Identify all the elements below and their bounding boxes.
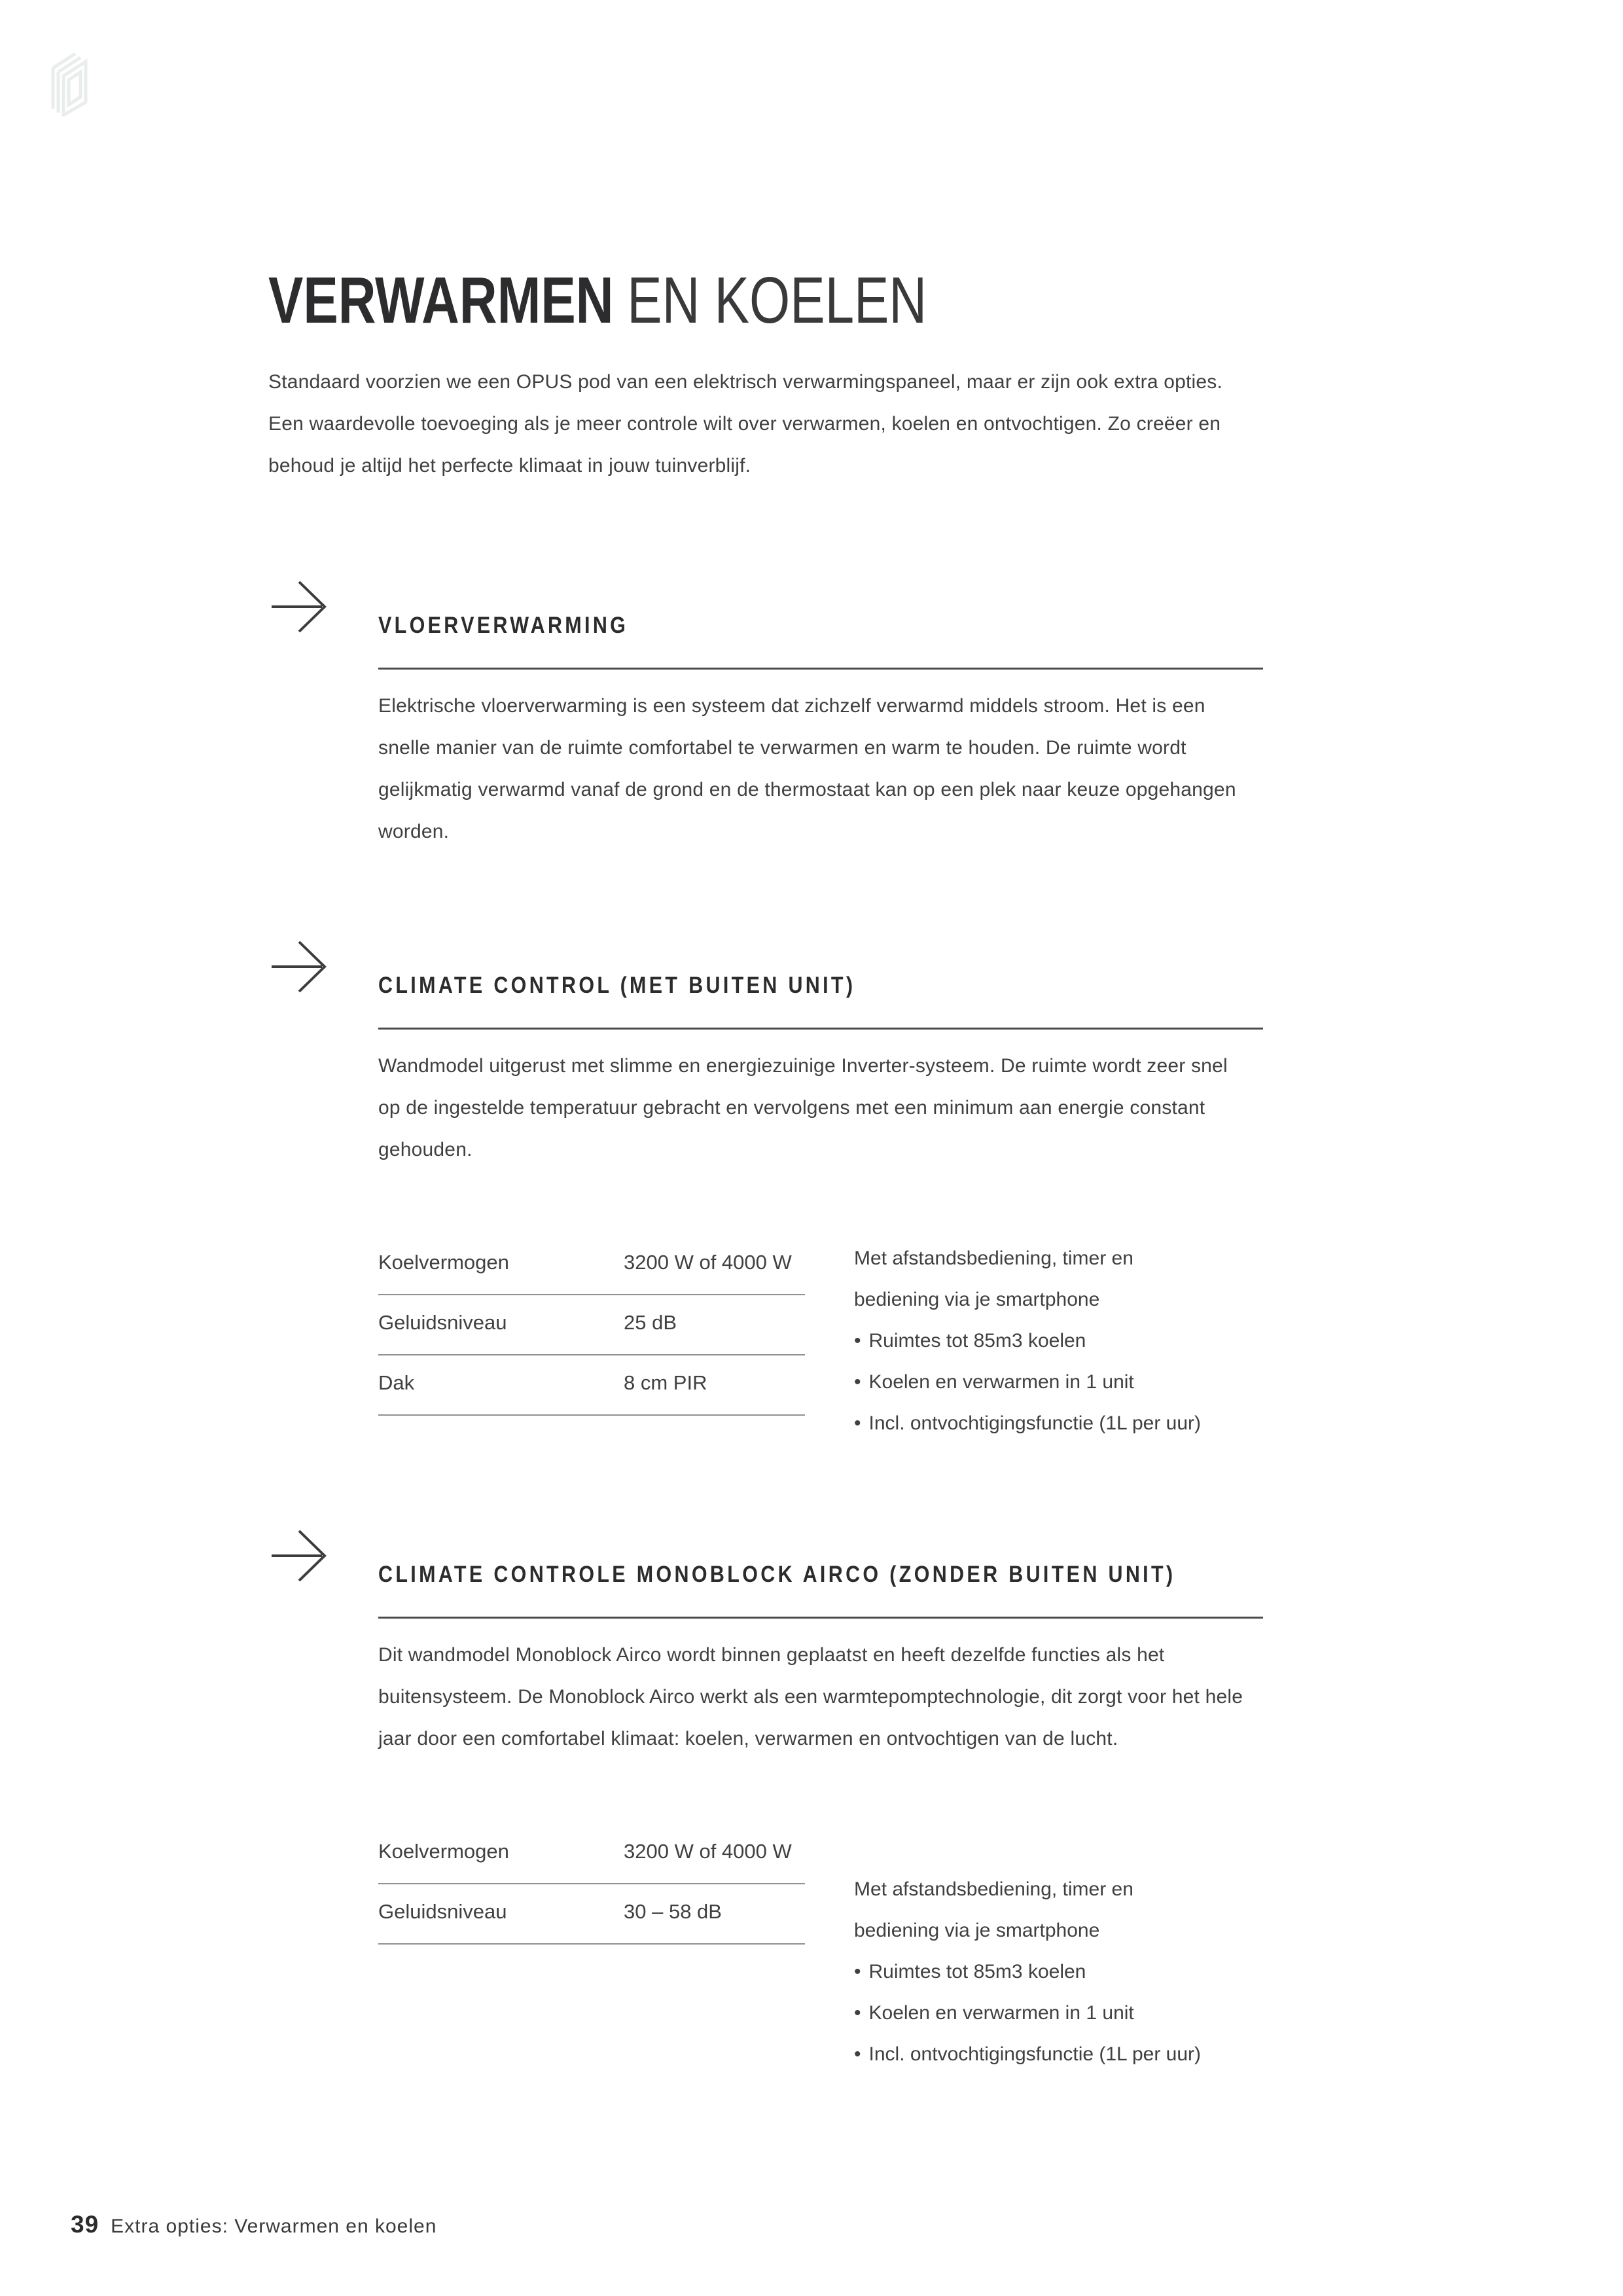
section-body-text: Elektrische vloerverwarming is een systeem dat zichzelf verwarmd middels stroom. Het is een snelle manier van de ruimte comfortabel te verwarmen en warm te houden. De ruimte wordt gelijkmatig verwarmd vanaf de grond en de thermostaat kan op een plek naar keuze opgehangen worden. <box>378 695 1236 843</box>
feature-text: Ruimtes tot 85m3 koelen <box>868 1961 1086 1982</box>
spec-value: 3200 W of 4000 W <box>624 1251 792 1274</box>
feature-item <box>854 1992 1286 2034</box>
section-climate-control <box>378 952 1268 1434</box>
spec-label: Koelvermogen <box>378 1251 509 1274</box>
feature-text: Incl. ontvochtigingsfunctie (1L per uur) <box>868 2043 1202 2065</box>
arrow-right-icon <box>272 941 327 993</box>
feature-item <box>854 1361 1286 1403</box>
feature-list <box>854 1951 1286 2075</box>
spec-row <box>378 1355 805 1416</box>
spec-label: Geluidsniveau <box>378 1900 507 1924</box>
bullet-glyph: • <box>854 1412 861 1434</box>
features-intro: Met afstandsbediening, timer en bediening via je smartphone <box>854 1878 1133 1941</box>
feature-list <box>854 1320 1286 1444</box>
bullet-glyph: • <box>854 1371 861 1393</box>
spec-value: 25 dB <box>624 1311 677 1335</box>
arrow-right-icon <box>272 1530 327 1582</box>
feature-column <box>854 1238 1286 1444</box>
spec-label: Dak <box>378 1371 415 1395</box>
heading-rule <box>378 1028 1263 1030</box>
spec-value: 8 cm PIR <box>624 1371 707 1395</box>
spec-row <box>378 1884 805 1945</box>
features-intro: Met afstandsbediening, timer en bediening via je smartphone <box>854 1247 1133 1310</box>
feature-text: Koelen en verwarmen in 1 unit <box>868 1371 1134 1393</box>
feature-text: Ruimtes tot 85m3 koelen <box>868 1330 1086 1352</box>
section-heading: CLIMATE CONTROL (MET BUITEN UNIT) <box>378 973 856 999</box>
opus-logo-icon <box>48 48 90 120</box>
section-body-text: Dit wandmodel Monoblock Airco wordt binnen geplaatst en heeft dezelfde functies als het buitensysteem. De Monoblock Airco werkt als een warmtepomptechnologie, dit zorgt voor het hele jaar door een comfortabel klimaat: koelen, verwarmen en ontvochtigen van de lucht. <box>378 1644 1243 1750</box>
heading-rule <box>378 1617 1263 1619</box>
section-heading: VLOERVERWARMING <box>378 613 629 639</box>
spec-row <box>378 1235 805 1295</box>
feature-text: Koelen en verwarmen in 1 unit <box>868 2002 1134 2024</box>
spec-label: Geluidsniveau <box>378 1311 507 1335</box>
page-title-bold: VERWARMEN <box>268 264 614 337</box>
spec-value: 30 – 58 dB <box>624 1900 722 1924</box>
intro-paragraph: Standaard voorzien we een OPUS pod van een elektrisch verwarmingspaneel, maar er zijn ook extra opties. Een waardevolle toevoeging als je meer controle wilt over verwarmen, koelen en ontvochtigen. Zo creëer en behoud je altijd het perfecte klimaat in jouw tuinverblijf. <box>268 371 1223 476</box>
bullet-glyph: • <box>854 1961 861 1982</box>
page-title-light: EN KOELEN <box>627 264 927 337</box>
footer-label: Extra opties: Verwarmen en koelen <box>111 2215 437 2237</box>
spec-row <box>378 1824 805 1884</box>
heading-rule <box>378 668 1263 670</box>
page-number: 39 <box>71 2211 99 2238</box>
feature-item <box>854 1951 1286 1992</box>
spec-table <box>378 1235 805 1416</box>
arrow-right-icon <box>272 581 327 633</box>
spec-value: 3200 W of 4000 W <box>624 1840 792 1863</box>
bullet-glyph: • <box>854 2002 861 2024</box>
section-heading: CLIMATE CONTROLE MONOBLOCK AIRCO (ZONDER BUITEN UNIT) <box>378 1562 1176 1588</box>
section-vloerverwarming <box>378 592 1268 872</box>
bullet-glyph: • <box>854 1330 861 1352</box>
page-title <box>268 265 927 336</box>
feature-item <box>854 2034 1286 2075</box>
bullet-glyph: • <box>854 2043 861 2065</box>
section-monoblock-airco <box>378 1541 1268 2065</box>
section-body-text: Wandmodel uitgerust met slimme en energiezuinige Inverter-systeem. De ruimte wordt zeer snel op de ingestelde temperatuur gebracht en vervolgens met een minimum aan energie constant gehouden. <box>378 1055 1228 1161</box>
spec-table <box>378 1824 805 1945</box>
feature-item <box>854 1320 1286 1361</box>
spec-label: Koelvermogen <box>378 1840 509 1863</box>
feature-item <box>854 1403 1286 1444</box>
feature-text: Incl. ontvochtigingsfunctie (1L per uur) <box>868 1412 1202 1434</box>
spec-row <box>378 1295 805 1355</box>
page-footer <box>71 2211 437 2238</box>
feature-column <box>854 1869 1286 2075</box>
